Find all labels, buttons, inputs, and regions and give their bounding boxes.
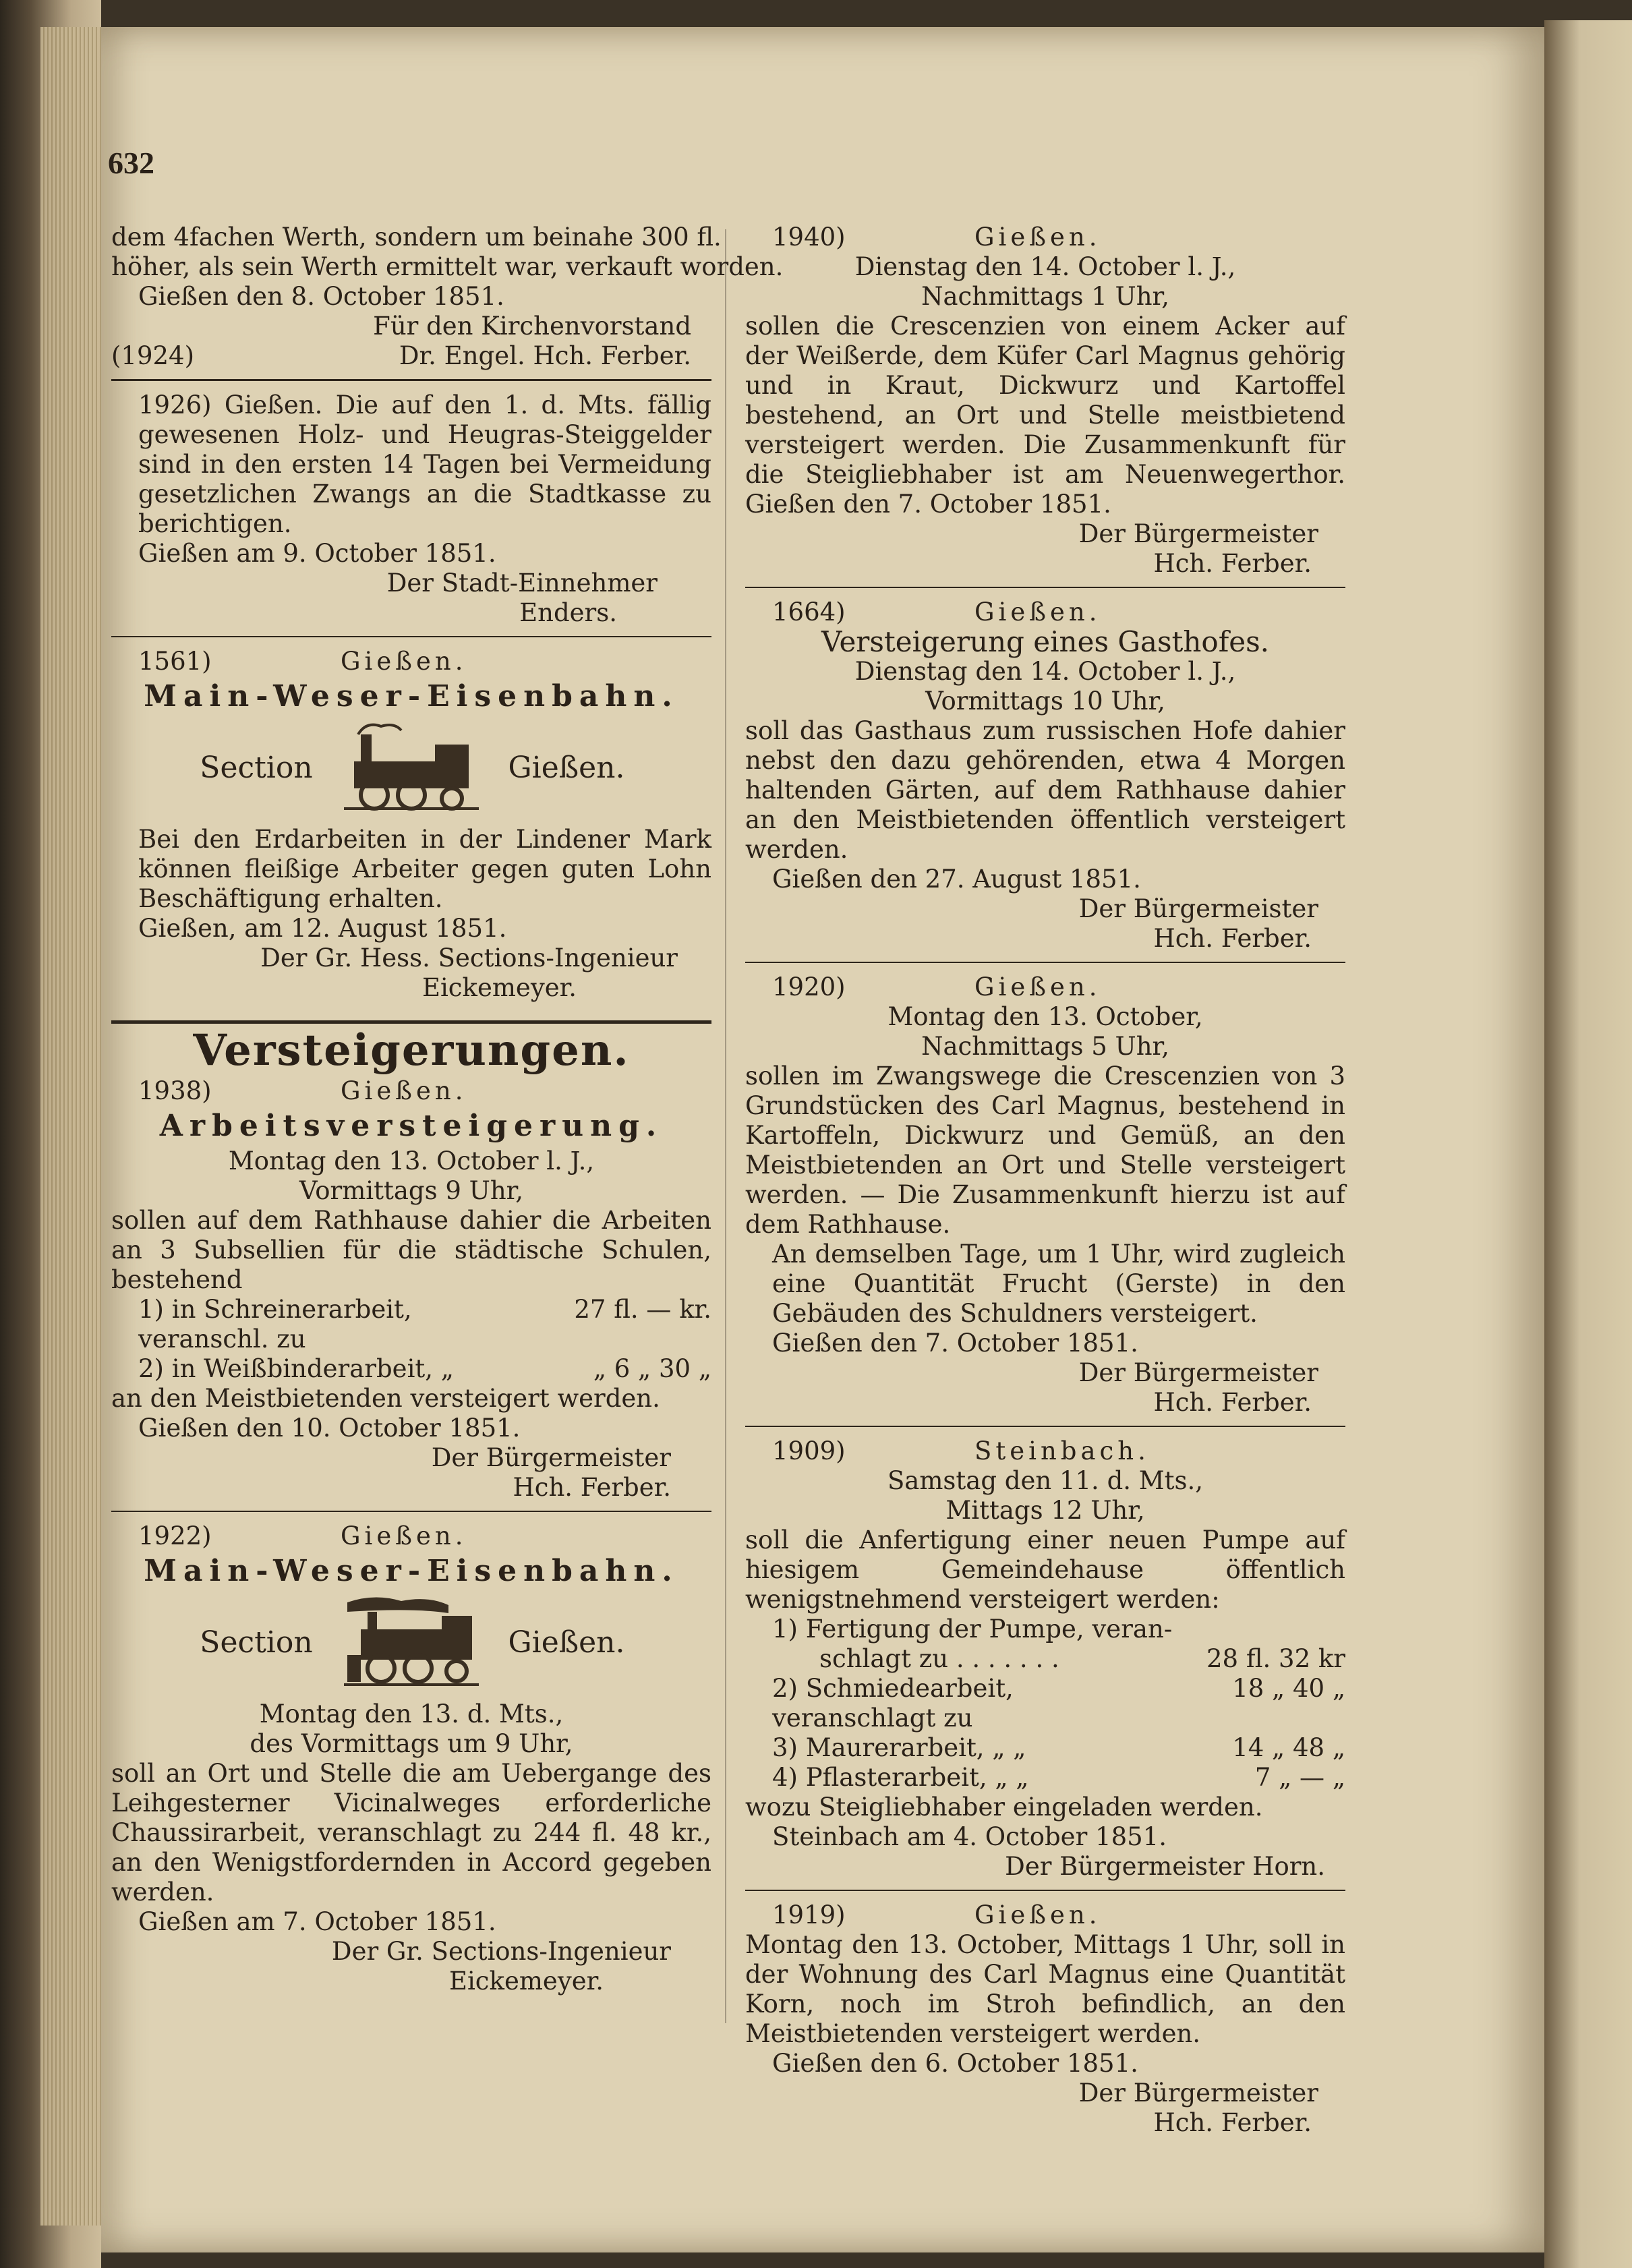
cost-value: „ 6 „ 30 „ bbox=[593, 1354, 711, 1383]
right-column bbox=[745, 223, 1345, 2145]
cost-label: 2) Schmiedearbeit, veranschlagt zu bbox=[772, 1674, 1014, 1733]
section-rule bbox=[111, 1020, 711, 1024]
separator-rule bbox=[111, 379, 711, 381]
signature: Der Bürgermeister Horn. bbox=[1005, 1852, 1325, 1881]
notice-header bbox=[111, 647, 711, 676]
notice-header bbox=[745, 1436, 1345, 1466]
notice-text-2: An demselben Tage, um 1 Uhr, wird zugleich eine Quantität Frucht (Gerste) in den Gebäuden des Schuldners versteigert. bbox=[772, 1240, 1345, 1328]
cost-item bbox=[745, 1674, 1345, 1733]
signature-name: Hch. Ferber. bbox=[513, 1473, 671, 1502]
signature-title: Der Bürgermeister bbox=[1078, 894, 1318, 923]
notice-date: Gießen, am 12. August 1851. bbox=[138, 914, 507, 943]
notice-time: Nachmittags 1 Uhr, bbox=[921, 282, 1169, 311]
cost-value: 28 fl. 32 kr bbox=[1206, 1644, 1345, 1673]
signature-title: Der Bürgermeister bbox=[431, 1443, 671, 1472]
notice-text: sollen auf dem Rathhause dahier die Arbeiten an 3 Subsellien für die städtische Schulen, bestehend bbox=[111, 1206, 711, 1294]
signature-label: Für den Kirchenvorstand bbox=[373, 312, 691, 341]
notice-text: an den Meistbietenden versteigert werden. bbox=[111, 1384, 660, 1413]
notice-time: des Vormittags um 9 Uhr, bbox=[250, 1729, 573, 1758]
signature-name: Hch. Ferber. bbox=[1153, 2108, 1312, 2137]
notice-1940 bbox=[745, 223, 1345, 579]
notice-title: Arbeitsversteigerung. bbox=[159, 1109, 664, 1143]
notice-number: 1938) bbox=[138, 1076, 212, 1105]
notice-header bbox=[111, 1076, 711, 1106]
notice-time: Nachmittags 5 Uhr, bbox=[921, 1032, 1169, 1061]
notice-text: wozu Steigliebhaber eingeladen werden. bbox=[745, 1793, 1263, 1822]
separator-rule bbox=[745, 587, 1345, 588]
notice-place: Gießen. bbox=[974, 598, 1101, 627]
notice-1922 bbox=[111, 1521, 711, 1996]
cost-item bbox=[111, 1295, 711, 1354]
notice-text: sollen im Zwangswege die Crescenzien von 3 Grundstücken des Carl Magnus, bestehend in Kartoffeln, Dickwurz und Gemüß, an den Meistbietenden an Ort und Stelle versteigert werden. — Die Zusammenkunft hierzu ist auf dem Rathhause. bbox=[745, 1062, 1345, 1239]
separator-rule bbox=[745, 1890, 1345, 1891]
signature-name: Hch. Ferber. bbox=[1153, 549, 1312, 578]
cost-label: 2) in Weißbinderarbeit, „ bbox=[138, 1354, 454, 1383]
notice-place: Gießen. bbox=[341, 647, 467, 676]
notice-place: Gießen. bbox=[974, 223, 1101, 252]
notice-when: Dienstag den 14. October l. J., bbox=[854, 252, 1236, 281]
page-number: 632 bbox=[108, 146, 154, 180]
column-divider bbox=[725, 229, 726, 2023]
notice-when: Montag den 13. October, bbox=[887, 1002, 1203, 1031]
notice-text: sollen die Crescenzien von einem Acker auf der Weißerde, dem Küfer Carl Magnus gehörig und in Kraut, Dickwurz und Kartoffel bestehend, an Ort und Stelle meistbietend versteigert werden. Die Zusammenkunft für die Steigliebhaber ist am Neuenwegerthor. Gießen den 7. October 1851. bbox=[745, 312, 1345, 519]
left-column bbox=[111, 223, 784, 2003]
notice-time: Vormittags 9 Uhr, bbox=[299, 1176, 524, 1205]
notice-place: Gießen. bbox=[341, 1521, 467, 1550]
section-place-word: Gießen. bbox=[508, 751, 625, 785]
notice-number: 1909) bbox=[772, 1436, 846, 1465]
notice-number: 1920) bbox=[772, 972, 846, 1001]
notice-header bbox=[745, 223, 1345, 252]
notice-when: Dienstag den 14. October l. J., bbox=[854, 657, 1236, 686]
text-line: höher, als sein Werth ermittelt war, verkauft worden. bbox=[111, 252, 784, 281]
notice-place: Gießen. bbox=[341, 1076, 467, 1105]
cost-item-heading: 1) Fertigung der Pumpe, veran- bbox=[772, 1615, 1173, 1644]
notice-1561 bbox=[111, 647, 711, 1003]
book-page-edges bbox=[40, 27, 101, 2226]
notice-text: Montag den 13. October, Mittags 1 Uhr, soll in der Wohnung des Carl Magnus eine Quantität Korn, noch im Stroh befindlich, an den Meistbietenden versteigert werden. bbox=[745, 1930, 1345, 2048]
notice-text: soll an Ort und Stelle die am Uebergange des Leihgesterner Vicinalweges erforderliche Chaussirarbeit, veranschlagt zu 244 fl. 48 kr., an den Wenigstfordernden in Accord gegeben werden. bbox=[111, 1759, 711, 1907]
cost-label: schlagt zu . . . . . . . bbox=[819, 1644, 1059, 1673]
cost-label: 4) Pflasterarbeit, „ „ bbox=[772, 1763, 1029, 1792]
notice-title: Main-Weser-Eisenbahn. bbox=[144, 679, 679, 714]
intro-notice bbox=[111, 223, 784, 371]
notice-when: Samstag den 11. d. Mts., bbox=[887, 1466, 1204, 1495]
notice-date: Gießen am 9. October 1851. bbox=[138, 539, 496, 568]
notice-title: Main-Weser-Eisenbahn. bbox=[144, 1554, 679, 1588]
notice-header bbox=[745, 598, 1345, 627]
notice-number: 1561) bbox=[138, 647, 212, 676]
separator-rule bbox=[111, 636, 711, 637]
notice-header bbox=[745, 1900, 1345, 1930]
notice-when: Montag den 13. d. Mts., bbox=[259, 1699, 564, 1728]
notice-title: Versteigerung eines Gasthofes. bbox=[821, 625, 1270, 658]
notice-number: 1940) bbox=[772, 223, 846, 252]
notice-date: Steinbach am 4. October 1851. bbox=[772, 1822, 1167, 1851]
section-heading: Versteigerungen. bbox=[193, 1025, 630, 1076]
notice-text: soll das Gasthaus zum russischen Hofe dahier nebst den dazu gehörenden, etwa 4 Morgen haltenden Gärten, auf dem Rathhause dahier an den Meistbietenden öffentlich versteigert werden. bbox=[745, 716, 1345, 864]
notice-date: Gießen den 27. August 1851. bbox=[772, 865, 1141, 894]
signature-title: Der Bürgermeister bbox=[1078, 2078, 1318, 2107]
section-word: Section bbox=[200, 751, 313, 785]
signature-name: Hch. Ferber. bbox=[1153, 1388, 1312, 1417]
text-line: dem 4fachen Werth, sondern um beinahe 300 fl. bbox=[111, 223, 722, 252]
cost-value: 14 „ 48 „ bbox=[1232, 1733, 1345, 1762]
notice-header bbox=[745, 972, 1345, 1002]
notice-text: 1926) Gießen. Die auf den 1. d. Mts. fällig gewesenen Holz- und Heugras-Steiggelder sind in den ersten 14 Tagen bei Vermeidung gesetzlichen Zwangs an die Stadtkasse zu berichtigen. bbox=[138, 390, 711, 538]
signature-title: Der Stadt-Einnehmer bbox=[386, 569, 658, 598]
cost-item bbox=[745, 1644, 1345, 1674]
notice-1920 bbox=[745, 972, 1345, 1418]
section-place-word: Gießen. bbox=[508, 1625, 625, 1660]
signature-name: Eickemeyer. bbox=[448, 1967, 604, 1996]
cost-item bbox=[745, 1763, 1345, 1793]
notice-1664 bbox=[745, 598, 1345, 954]
notice-date: Gießen den 7. October 1851. bbox=[772, 1329, 1138, 1358]
signature-name: Eickemeyer. bbox=[421, 973, 577, 1002]
cost-label: 3) Maurerarbeit, „ „ bbox=[772, 1733, 1026, 1762]
signature-title: Der Gr. Hess. Sections-Ingenieur bbox=[260, 943, 678, 972]
notice-1938 bbox=[111, 1076, 711, 1503]
text-line: Gießen den 8. October 1851. bbox=[138, 282, 504, 311]
locomotive-illustration-row bbox=[111, 1596, 711, 1690]
notice-time: Vormittags 10 Uhr, bbox=[925, 687, 1165, 716]
notice-place: Gießen. bbox=[974, 972, 1101, 1001]
locomotive-illustration-row bbox=[111, 721, 711, 815]
notice-text: soll die Anfertigung einer neuen Pumpe auf hiesigem Gemeindehause öffentlich wenigstnehmend versteigert werden: bbox=[745, 1525, 1345, 1614]
cost-item bbox=[111, 1354, 711, 1384]
notice-time: Mittags 12 Uhr, bbox=[945, 1496, 1145, 1525]
notice-1909 bbox=[745, 1436, 1345, 1882]
section-word: Section bbox=[200, 1625, 313, 1660]
signature-name: Enders. bbox=[519, 598, 617, 627]
locomotive-icon bbox=[334, 721, 489, 815]
cost-value: 7 „ — „ bbox=[1254, 1763, 1345, 1792]
notice-1919 bbox=[745, 1900, 1345, 2138]
notice-number: 1922) bbox=[138, 1521, 212, 1550]
notice-number: 1919) bbox=[772, 1900, 846, 1929]
notice-number: (1924) bbox=[111, 341, 195, 370]
signature-row bbox=[111, 341, 711, 371]
cost-value: 27 fl. — kr. bbox=[574, 1295, 711, 1324]
notice-place: Steinbach. bbox=[974, 1436, 1150, 1465]
notice-date: Gießen am 7. October 1851. bbox=[138, 1907, 496, 1936]
cost-item bbox=[745, 1733, 1345, 1763]
signature-name: Hch. Ferber. bbox=[1153, 924, 1312, 953]
notice-header bbox=[111, 1521, 711, 1551]
notice-date: Gießen den 10. October 1851. bbox=[138, 1414, 521, 1443]
signature-title: Der Gr. Sections-Ingenieur bbox=[331, 1937, 671, 1966]
cost-value: 18 „ 40 „ bbox=[1232, 1674, 1345, 1703]
separator-rule bbox=[111, 1511, 711, 1512]
notice-place: Gießen. bbox=[974, 1900, 1101, 1929]
next-page-edge bbox=[1544, 20, 1632, 2268]
notice-text: Bei den Erdarbeiten in der Lindener Mark können fleißige Arbeiter gegen guten Lohn Beschäftigung erhalten. bbox=[138, 825, 711, 913]
notice-1926 bbox=[111, 390, 711, 628]
locomotive-icon bbox=[334, 1596, 489, 1690]
signature-title: Der Bürgermeister bbox=[1078, 1358, 1318, 1387]
signature-title: Der Bürgermeister bbox=[1078, 519, 1318, 548]
notice-date: Gießen den 6. October 1851. bbox=[772, 2049, 1138, 2078]
notice-number: 1664) bbox=[772, 598, 846, 627]
separator-rule bbox=[745, 1426, 1345, 1427]
signature-names: Dr. Engel. Hch. Ferber. bbox=[399, 341, 691, 370]
cost-label: 1) in Schreinerarbeit, veranschl. zu bbox=[138, 1295, 412, 1354]
notice-when: Montag den 13. October l. J., bbox=[228, 1146, 595, 1175]
separator-rule bbox=[745, 962, 1345, 963]
